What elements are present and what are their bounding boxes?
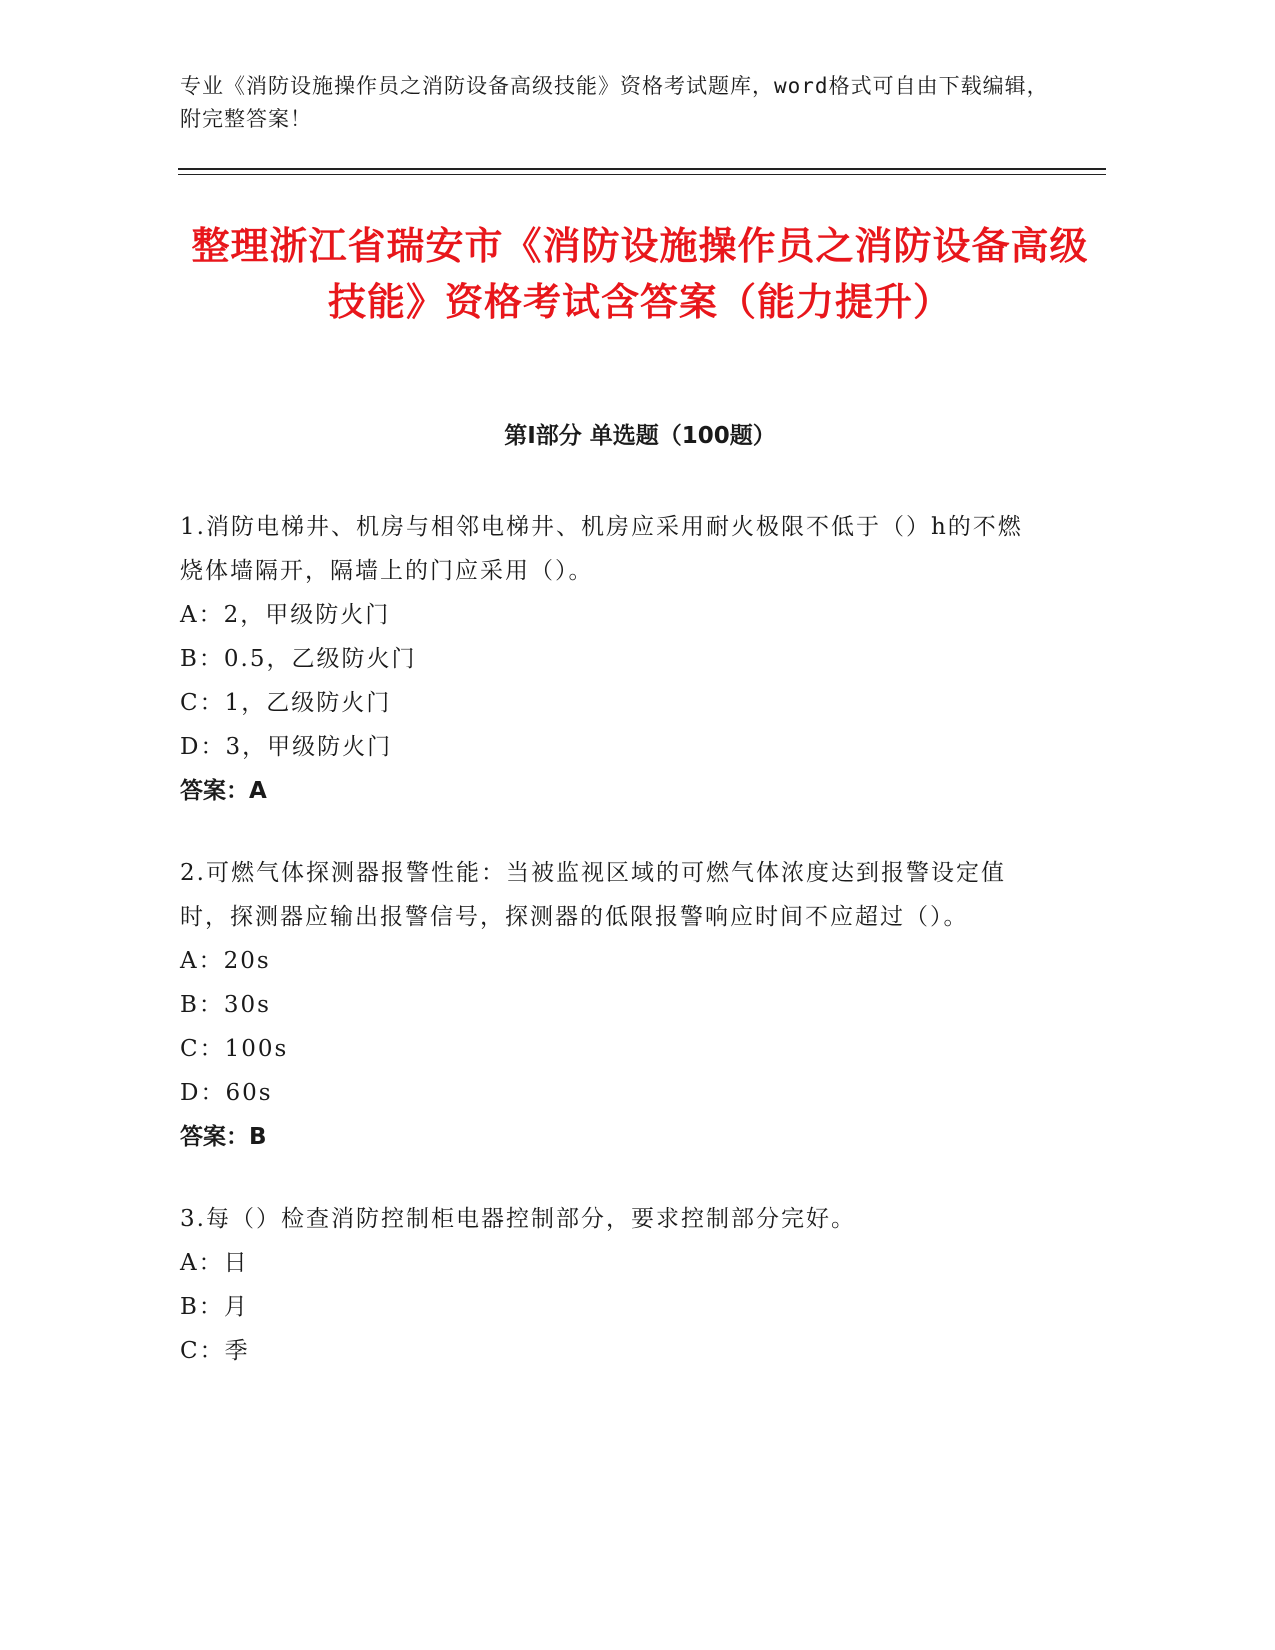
document-title: 整理浙江省瑞安市《消防设施操作员之消防设备高级技能》资格考试含答案（能力提升） — [191, 224, 1089, 324]
option-c: C：季 — [180, 1338, 250, 1364]
option-a: A：2，甲级防火门 — [180, 602, 391, 628]
header-rule-thick — [178, 168, 1106, 170]
question-list — [180, 505, 1040, 1411]
option-c: C：1，乙级防火门 — [180, 690, 392, 716]
option-b: B：月 — [180, 1294, 249, 1320]
section-heading: 第I部分 单选题（100题） — [504, 423, 776, 449]
question-3 — [180, 1197, 1040, 1373]
option-b: B：30s — [180, 992, 271, 1018]
option-a: A：日 — [180, 1250, 249, 1276]
option-c: C：100s — [180, 1036, 289, 1062]
header-rule-thin — [178, 174, 1106, 175]
question-stem: 1.消防电梯井、机房与相邻电梯井、机房应采用耐火极限不低于（）h的不燃烧体墙隔开，隔墙上的门应采用（）。 — [180, 514, 1023, 584]
question-stem: 2.可燃气体探测器报警性能：当被监视区域的可燃气体浓度达到报警设定值时，探测器应输出报警信号，探测器的低限报警响应时间不应超过（）。 — [180, 860, 1006, 930]
question-1 — [180, 505, 1040, 813]
option-d: D：3，甲级防火门 — [180, 734, 393, 760]
option-b: B：0.5，乙级防火门 — [180, 646, 417, 672]
answer-line: 答案：B — [180, 1124, 267, 1150]
question-stem: 3.每（）检查消防控制柜电器控制部分，要求控制部分完好。 — [180, 1206, 856, 1232]
header-note: 专业《消防设施操作员之消防设备高级技能》资格考试题库，word格式可自由下载编辑，附完整答案！ — [180, 74, 1049, 131]
question-2 — [180, 851, 1040, 1159]
option-d: D：60s — [180, 1080, 273, 1106]
answer-line: 答案：A — [180, 778, 267, 804]
option-a: A：20s — [180, 948, 271, 974]
